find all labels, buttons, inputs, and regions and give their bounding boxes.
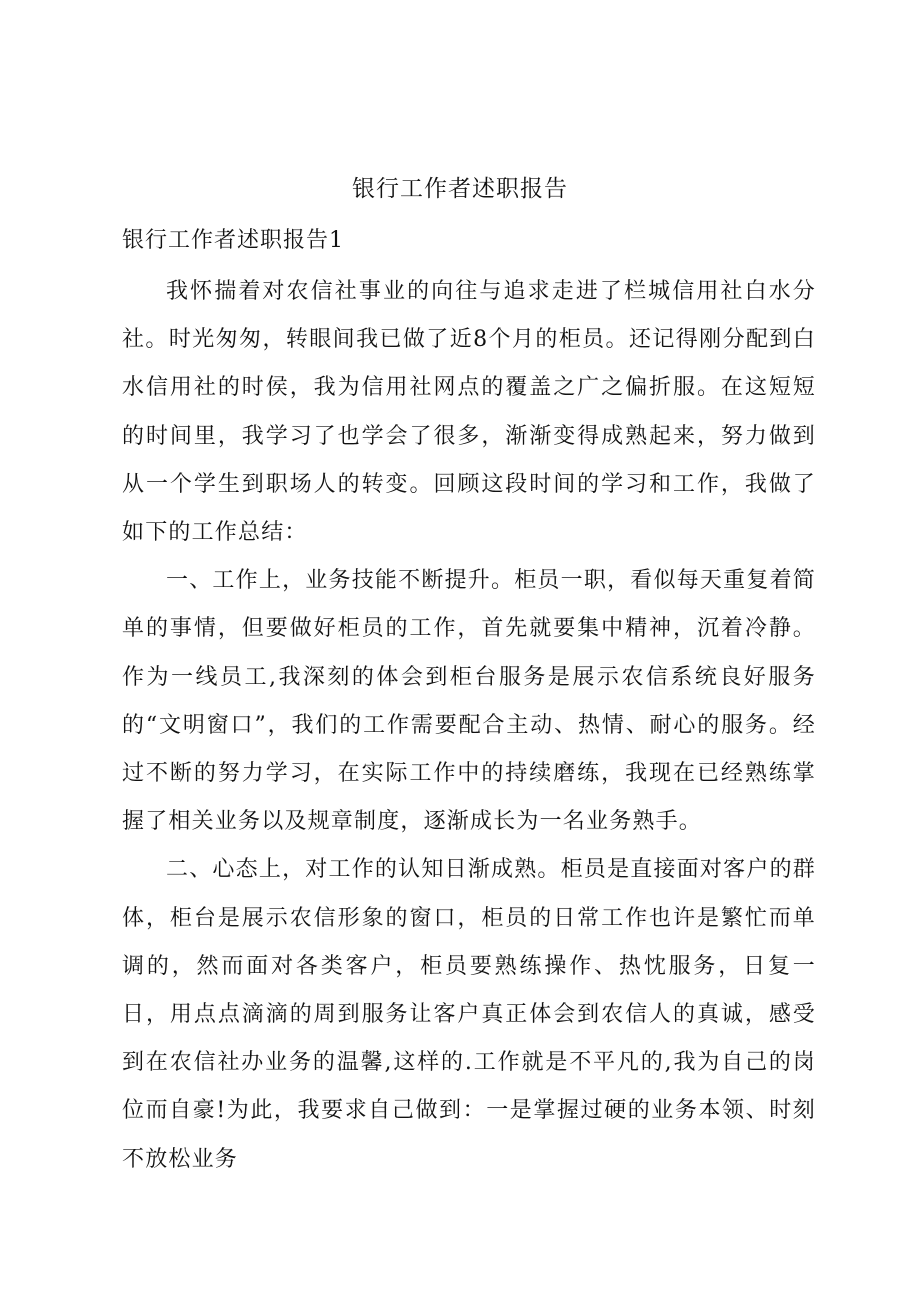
paragraph-work-skills: 一、工作上，业务技能不断提升。柜员一职，看似每天重复着简单的事情，但要做好柜员的工作，首先就要集中精神，沉着冷静。作为一线员工,我深刻的体会到柜台服务是展示农信系统良好服务的“文明窗口”，我们的工作需要配合主动、热情、耐心的服务。经过不断的努力学习，在实际工作中的持续磨练，我现在已经熟练掌握了相关业务以及规章制度，逐渐成长为一名业务熟手。 (122, 568, 816, 835)
document-body (122, 268, 816, 1184)
document-title: 银行工作者述职报告 (352, 176, 568, 202)
paragraph-intro: 我怀揣着对农信社事业的向往与追求走进了栏城信用社白水分社。时光匆匆，转眼间我已做了近8个月的柜员。还记得刚分配到白水信用社的时侯，我为信用社网点的覆盖之广之偏折服。在这短短的时间里，我学习了也学会了很多，渐渐变得成熟起来，努力做到从一个学生到职场人的转变。回顾这段时间的学习和工作，我做了如下的工作总结： (122, 279, 816, 546)
paragraph-mindset: 二、心态上，对工作的认知日渐成熟。柜员是直接面对客户的群体，柜台是展示农信形象的窗口，柜员的日常工作也许是繁忙而单调的，然而面对各类客户，柜员要熟练操作、热忱服务，日复一日，用点点滴滴的周到服务让客户真正体会到农信人的真诚，感受到在农信社办业务的温馨,这样的.工作就是不平凡的,我为自己的岗位而自豪!为此，我要求自己做到：一是掌握过硬的业务本领、时刻不放松业务 (122, 857, 816, 1172)
document-subtitle: 银行工作者述职报告1 (122, 228, 344, 253)
